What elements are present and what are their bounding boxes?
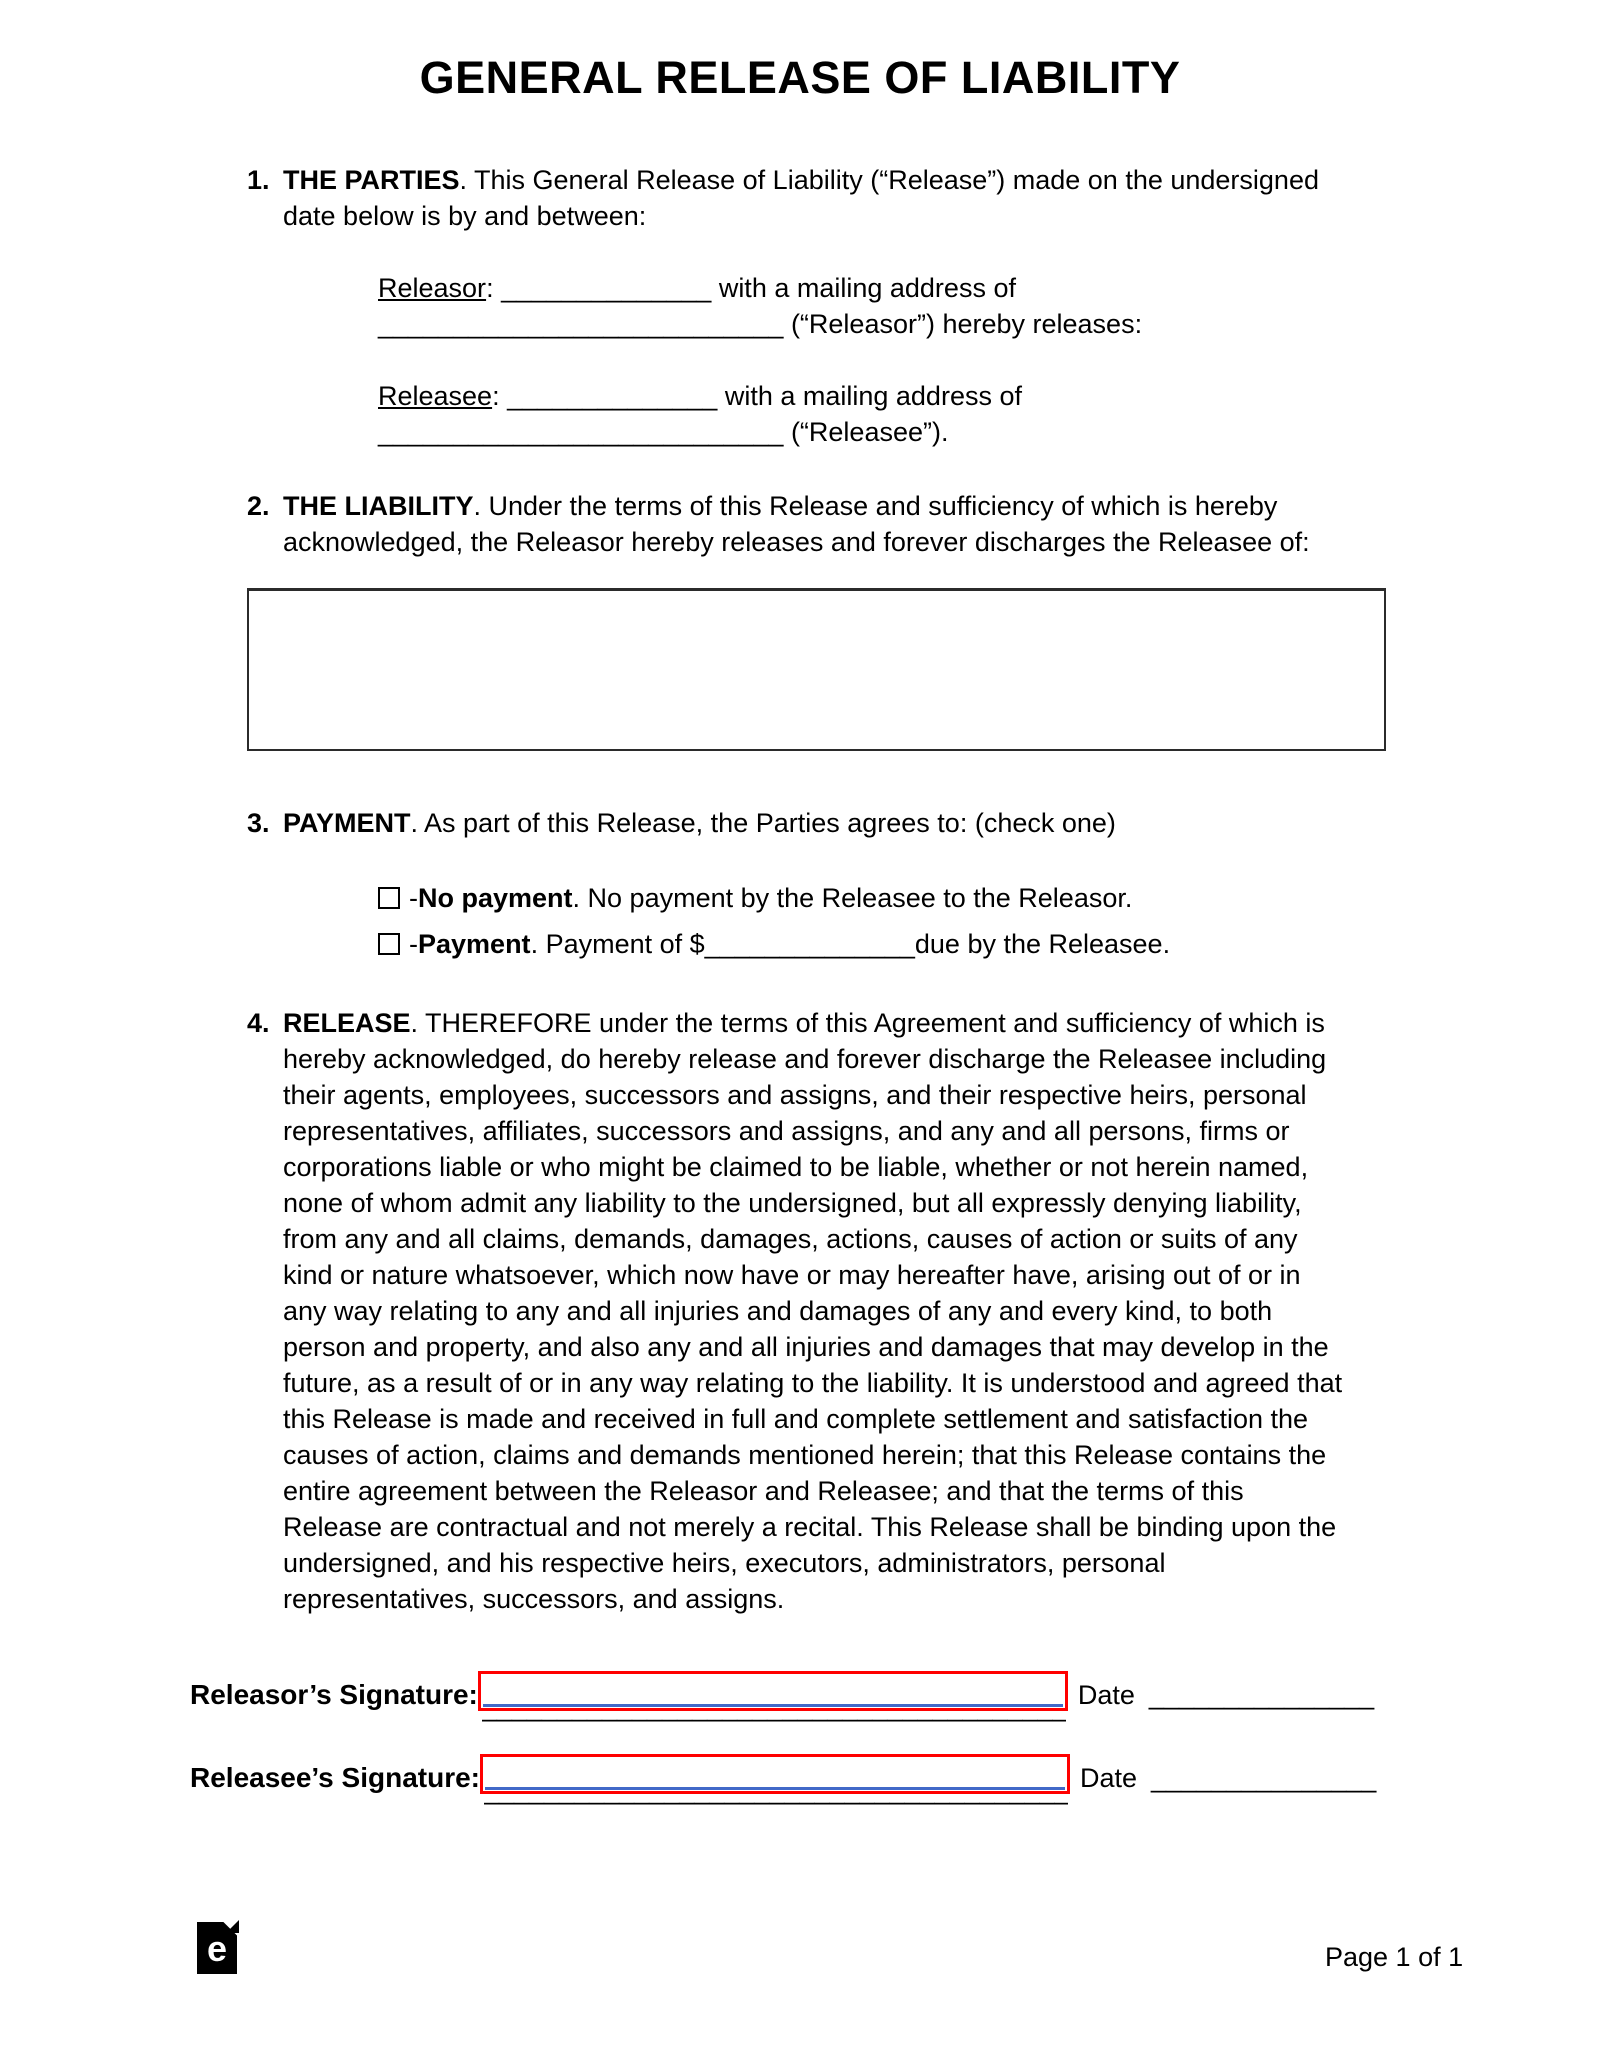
option-payment: [378, 921, 1170, 967]
release-body-text: . THEREFORE under the terms of this Agreement and sufficiency of which is hereby acknowledged, do hereby release and forever discharge the Releasee including their agents, employees, successors and assigns, and their respective heirs, personal representatives, affiliates, successors and assigns, and any and all persons, firms or corporations liable or who might be claimed to be liable, whether or not herein named, none of whom admit any liability to the undersigned, but all expressly denying liability, from any and all claims, demands, damages, actions, causes of action or suits of any kind or nature whatsoever, which now have or may hereafter have, arising out of or in any way relating to any and all injuries and damages of any and every kind, to both person and property, and also any and all injuries and damages that may develop in the future, as a result of or in any way relating to the liability. It is understood and agreed that this Release is made and received in full and complete settlement and satisfaction the causes of action, claims and demands mentioned herein; that this Release contains the entire agreement between the Releasor and Releasee; and that the terms of this Release are contractual and not merely a recital. This Release shall be binding upon the undersigned, and his respective heirs, executors, administrators, personal representatives, successors, and assigns.: [283, 1008, 1343, 1614]
releasee-label: Releasee: [378, 381, 493, 411]
liability-heading: THE LIABILITY: [283, 491, 474, 521]
page-number: Page 1 of 1: [1325, 1942, 1464, 1972]
logo-letter: e: [206, 1928, 228, 1969]
releasee-colon: :: [492, 381, 508, 411]
releasor-label: Releasor: [378, 273, 487, 303]
payment-intro: [283, 805, 1170, 841]
releasee-date-label: Date: [1079, 1762, 1138, 1793]
releasor-date-blank: _______________: [1148, 1679, 1375, 1710]
option-dash: -: [409, 883, 418, 913]
section-parties: [247, 162, 1420, 450]
releasor-line1-rest: with a mailing address of: [711, 273, 1016, 303]
releasor-colon: :: [486, 273, 502, 303]
eforms-logo: [197, 1922, 237, 1974]
no-payment-checkbox[interactable]: [378, 887, 400, 909]
releasor-date-label: Date: [1077, 1679, 1135, 1710]
releasee-date-blank: _______________: [1151, 1762, 1377, 1793]
payment-body-text: . As part of this Release, the Parties agrees to: (check one): [410, 808, 1116, 838]
payment-options: [378, 875, 1170, 967]
option-no-payment: [378, 875, 1170, 921]
releasor-line2: [378, 306, 1348, 342]
signature-field-underline-bar: [483, 1704, 1063, 1707]
liability-body-text: . Under the terms of this Release and sufficiency of which is hereby acknowledged, the Releasor hereby releases and forever discharges the Releasee of:: [283, 491, 1310, 557]
payment-rest-after: due by the Releasee.: [914, 929, 1171, 959]
releasee-name-blank: ______________: [507, 381, 718, 411]
parties-heading: THE PARTIES: [283, 165, 460, 195]
releasee-signature-field-wrap: [480, 1754, 1070, 1802]
releasor-line2-rest: (“Releasor”) hereby releases:: [783, 309, 1143, 339]
releasor-signature-row: [190, 1667, 1420, 1723]
liability-description-field[interactable]: [247, 588, 1386, 751]
releasor-address-blank: ___________________________: [378, 309, 784, 339]
release-heading: RELEASE: [283, 1008, 411, 1038]
releasee-address-blank: ___________________________: [378, 417, 784, 447]
releasor-signature-field-wrap: [478, 1671, 1068, 1719]
payment-checkbox[interactable]: [378, 933, 400, 955]
page-title: GENERAL RELEASE OF LIABILITY: [419, 52, 1181, 103]
no-payment-label: No payment: [418, 883, 573, 913]
payment-amount-blank: ______________: [704, 929, 915, 959]
releasee-block: [378, 378, 1348, 450]
releasee-line1: [378, 378, 1348, 414]
section-liability: [247, 488, 1420, 805]
releasee-line1-rest: with a mailing address of: [717, 381, 1022, 411]
releasor-signature-input[interactable]: [478, 1671, 1068, 1711]
releasee-signature-label: Releasee’s Signature:: [190, 1762, 480, 1793]
section-payment: [247, 805, 1420, 967]
signature-field-underline-bar: [485, 1787, 1065, 1790]
releasor-line1: [378, 270, 1348, 306]
payment-rest-before: . Payment of $: [530, 929, 705, 959]
releasor-block: [378, 270, 1348, 342]
payment-label: Payment: [418, 929, 531, 959]
releasor-name-blank: ______________: [501, 273, 712, 303]
releasee-signature-input[interactable]: [480, 1754, 1070, 1794]
parties-body-text: . This General Release of Liability (“Release”) made on the undersigned date below is by and between:: [283, 165, 1319, 231]
section-number: 2.: [247, 491, 270, 521]
liability-intro: [283, 488, 1348, 560]
section-number: 4.: [247, 1008, 270, 1038]
no-payment-rest: . No payment by the Releasee to the Releasor.: [572, 883, 1133, 913]
releasor-signature-label: Releasor’s Signature:: [190, 1679, 478, 1710]
releasee-line2-rest: (“Releasee”).: [783, 417, 949, 447]
releasee-line2: [378, 414, 1348, 450]
section-number: 3.: [247, 808, 270, 838]
option-dash: -: [409, 929, 418, 959]
parties-intro: [283, 162, 1348, 234]
section-release: [247, 1005, 1420, 1617]
payment-heading: PAYMENT: [283, 808, 411, 838]
release-paragraph: [283, 1005, 1348, 1617]
releasee-signature-row: [190, 1750, 1420, 1806]
section-number: 1.: [247, 165, 270, 195]
